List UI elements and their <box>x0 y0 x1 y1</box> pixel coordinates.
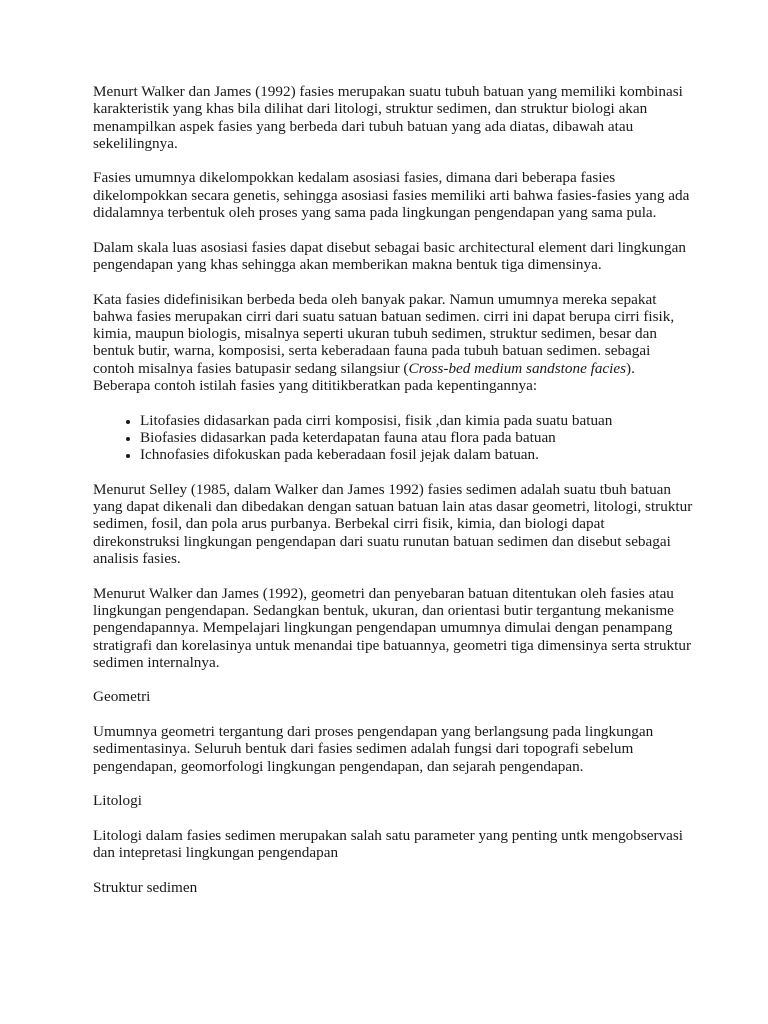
facies-types-list <box>93 412 693 464</box>
paragraph-architectural-element: Dalam skala luas asosiasi fasies dapat disebut sebagai basic architectural element dari lingkungan pengendapan yang khas sehingga akan memberikan makna bentuk tiga dimensinya. <box>93 238 686 273</box>
document-page <box>93 83 693 913</box>
list-item-biofasies: • Biofasies didasarkan pada keterdapatan fauna atau flora pada batuan <box>140 429 693 446</box>
paragraph-facies-definition-text: Kata fasies didefinisikan berbeda beda oleh banyak pakar. Namun umumnya mereka sepakat bahwa fasies merupakan cirri dari suatu satuan batuan sedimen. cirri ini dapat berupa cirri fisik, kimia, maupun biologis, misalnya seperti ukuran tubuh sedimen, struktur sedimen, besar dan bentuk butir, warna, komposisi, serta keberadaan fauna pada tubuh batuan sedimen. sebagai contoh misalnya fasies batupasir sedang silangsiur ( <box>93 290 675 377</box>
paragraph-facies-definition-italic: Cross-bed medium sandstone facies <box>408 359 627 377</box>
list-item-ichnofasies: • Ichnofasies difokuskan pada keberadaan fosil jejak dalam batuan. <box>140 446 693 463</box>
list-item-litofasies: • Litofasies didasarkan pada cirri komposisi, fisik ,dan kimia pada suatu batuan <box>140 412 693 429</box>
paragraph-geometry-distribution: Menurut Walker dan James (1992), geometri dan penyebaran batuan ditentukan oleh fasies atau lingkungan pengendapan. Sedangkan bentuk, ukuran, dan orientasi butir tergantung mekanisme pengendapannya. Mempelajari lingkungan pengendapan umumnya dimulai dengan penampang stratigrafi dan korelasinya untuk menandai tipe batuannya, geometri tiga dimensinya serta struktur sedimen internalnya. <box>93 584 692 671</box>
paragraph-litologi: Litologi dalam fasies sedimen merupakan salah satu parameter yang penting untk mengobservasi dan intepretasi lingkungan pengendapan <box>93 826 684 862</box>
paragraph-facies-association: Fasies umumnya dikelompokkan kedalam asosiasi fasies, dimana dari beberapa fasies dikelompokkan secara genetis, sehingga asosiasi fasies memiliki arti bahwa fasies-fasies yang ada didalamnya terbentuk oleh proses yang sama pada lingkungan pengendapan yang sama pula. <box>93 169 690 222</box>
heading-geometri: Geometri <box>93 688 151 706</box>
paragraph-facies-definition-text-end: ). Beberapa contoh istilah fasies yang dititikberatkan pada kepentingannya: <box>93 359 635 395</box>
paragraph-walker-james-definition: Menurt Walker dan James (1992) fasies merupakan suatu tubuh batuan yang memiliki kombinasi karakteristik yang khas bila dilihat dari litologi, struktur sedimen, dan struktur biologi akan menampilkan aspek fasies yang berbeda dari tubuh batuan yang ada diatas, dibawah atau sekelilingnya. <box>93 83 683 152</box>
paragraph-selley-definition: Menurut Selley (1985, dalam Walker dan James 1992) fasies sedimen adalah suatu tbuh batuan yang dapat dikenali dan dibedakan dengan satuan batuan lain atas dasar geometri, litologi, struktur sedimen, fosil, dan pola arus purbanya. Berbekal cirri fisik, kimia, dan biologi dapat direkonstruksi lingkungan pengendapan dari suatu runutan batuan sedimen dan disebut sebagai analisis fasies. <box>93 480 693 568</box>
paragraph-facies-definition <box>93 291 693 395</box>
heading-struktur-sedimen: Struktur sedimen <box>93 878 198 896</box>
paragraph-geometri: Umumnya geometri tergantung dari proses pengendapan yang berlangsung pada lingkungan sedimentasinya. Seluruh bentuk dari fasies sedimen adalah fungsi dari topografi sebelum pengendapan, geomorfologi lingkungan pengendapan, dan sejarah pengendapan. <box>93 722 654 775</box>
heading-litologi: Litologi <box>93 792 142 810</box>
